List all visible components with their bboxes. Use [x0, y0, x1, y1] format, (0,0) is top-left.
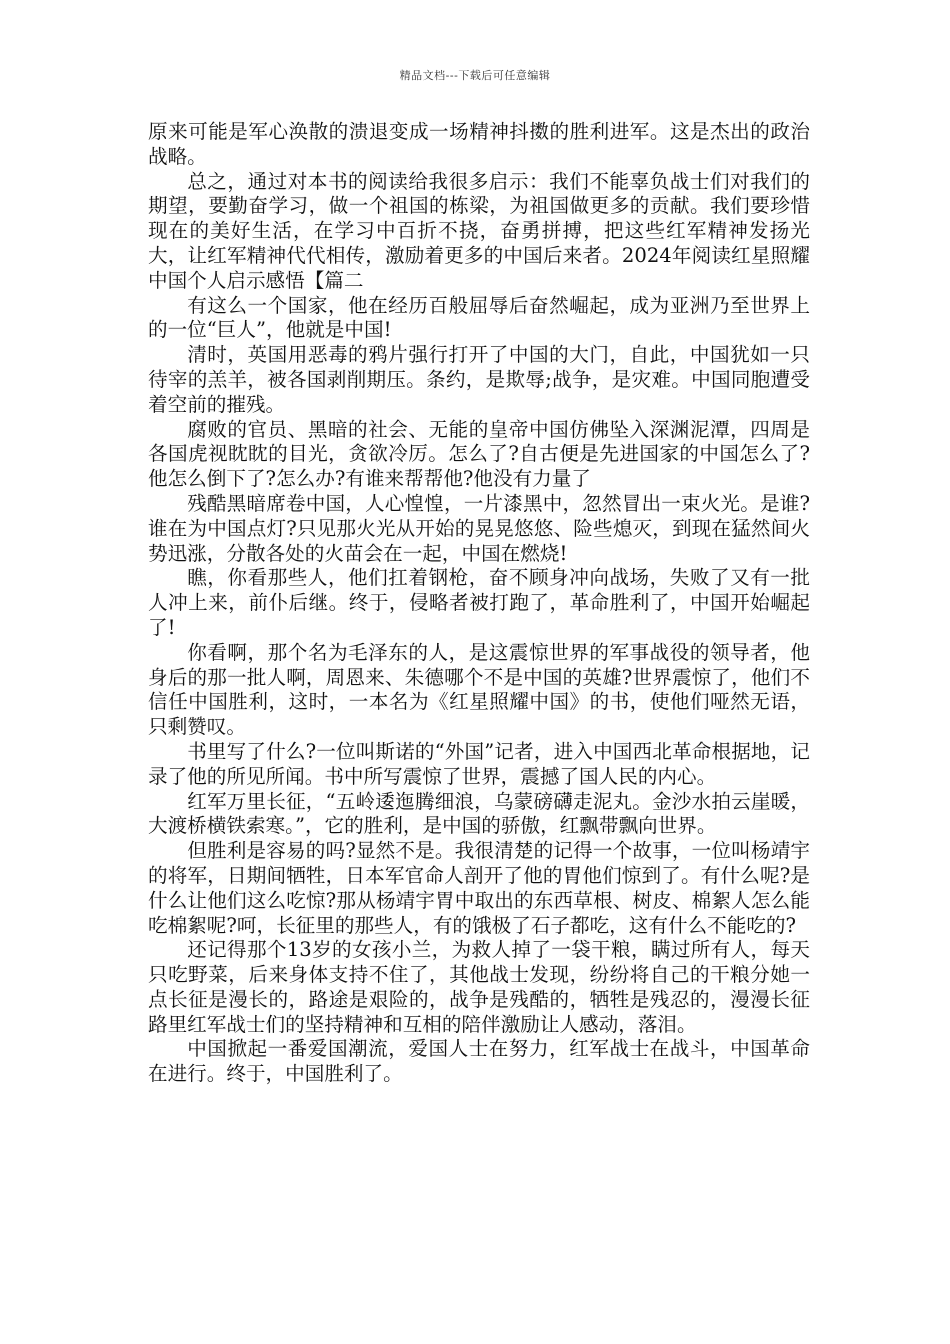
paragraph: 但胜利是容易的吗?显然不是。我很清楚的记得一个故事，一位叫杨靖宇的将军，日期间牺牲，日本军官命人剖开了他的胃他们惊到了。有什么呢?是什么让他们这么吃惊?那从杨靖宇胃中取出的东西草根、树皮、棉絮人怎么能吃棉絮呢?呵，长征里的那些人，有的饿极了石子都吃，这有什么不能吃的?: [148, 839, 810, 937]
paragraph: 原来可能是军心涣散的溃退变成一场精神抖擞的胜利进军。这是杰出的政治战略。: [148, 120, 810, 168]
paragraph: 残酷黑暗席卷中国，人心惶惶，一片漆黑中，忽然冒出一束火光。是谁?谁在为中国点灯?只见那火光从开始的晃晃悠悠、险些熄灭，到现在猛然间火势迅涨，分散各处的火苗会在一起，中国在燃烧!: [148, 491, 810, 565]
document-body: [148, 120, 810, 1087]
paragraph: 腐败的官员、黑暗的社会、无能的皇帝中国仿佛坠入深渊泥潭，四周是各国虎视眈眈的目光，贪欲冷厉。怎么了?自古便是先进国家的中国怎么了?他怎么倒下了?怎么办?有谁来帮帮他?他没有力量了: [148, 417, 810, 491]
paragraph: 红军万里长征，“五岭逶迤腾细浪，乌蒙磅礴走泥丸。金沙水拍云崖暖，大渡桥横铁索寒。”，它的胜利，是中国的骄傲，红飘带飘向世界。: [148, 789, 810, 838]
page-header: 精品文档---下载后可任意编辑: [399, 69, 551, 82]
paragraph: 还记得那个13岁的女孩小兰，为救人掉了一袋干粮，瞒过所有人，每天只吃野菜，后来身体支持不住了，其他战士发现，纷纷将自己的干粮分她一点长征是漫长的，路途是艰险的，战争是残酷的，牺牲是残忍的，漫漫长征路里红军战士们的坚持精神和互相的陪伴激励让人感动，落泪。: [148, 938, 810, 1036]
paragraph: 书里写了什么?一位叫斯诺的“外国”记者，进入中国西北革命根据地，记录了他的所见所闻。书中所写震惊了世界，震撼了国人民的内心。: [148, 739, 810, 788]
paragraph: 你看啊，那个名为毛泽东的人，是这震惊世界的军事战役的领导者，他身后的那一批人啊，周恩来、朱德哪个不是中国的英雄?世界震惊了，他们不信任中国胜利，这时，一本名为《红星照耀中国》的书，使他们哑然无语，只剩赞叹。: [148, 640, 810, 739]
paragraph: 总之，通过对本书的阅读给我很多启示：我们不能辜负战士们对我们的期望，要勤奋学习，做一个祖国的栋梁，为祖国做更多的贡献。我们要珍惜现在的美好生活，在学习中百折不挠，奋勇拼搏，把这些红军精神发扬光大，让红军精神代代相传，激励着更多的中国后来者。2024年阅读红星照耀中国个人启示感悟【篇二: [148, 169, 810, 292]
paragraph: 中国掀起一番爱国潮流，爱国人士在努力，红军战士在战斗，中国革命在进行。终于，中国胜利了。: [148, 1037, 810, 1086]
paragraph: 瞧，你看那些人，他们扛着钢枪，奋不顾身冲向战场，失败了又有一批人冲上来，前仆后继。终于，侵略者被打跑了，革命胜利了，中国开始崛起了!: [148, 566, 810, 639]
paragraph: 有这么一个国家，他在经历百般屈辱后奋然崛起，成为亚洲乃至世界上的一位“巨人”，他就是中国!: [148, 293, 810, 342]
paragraph: 清时，英国用恶毒的鸦片强行打开了中国的大门，自此，中国犹如一只待宰的羔羊，被各国剥削期压。条约，是欺辱;战争，是灾难。中国同胞遭受着空前的摧残。: [148, 343, 810, 416]
